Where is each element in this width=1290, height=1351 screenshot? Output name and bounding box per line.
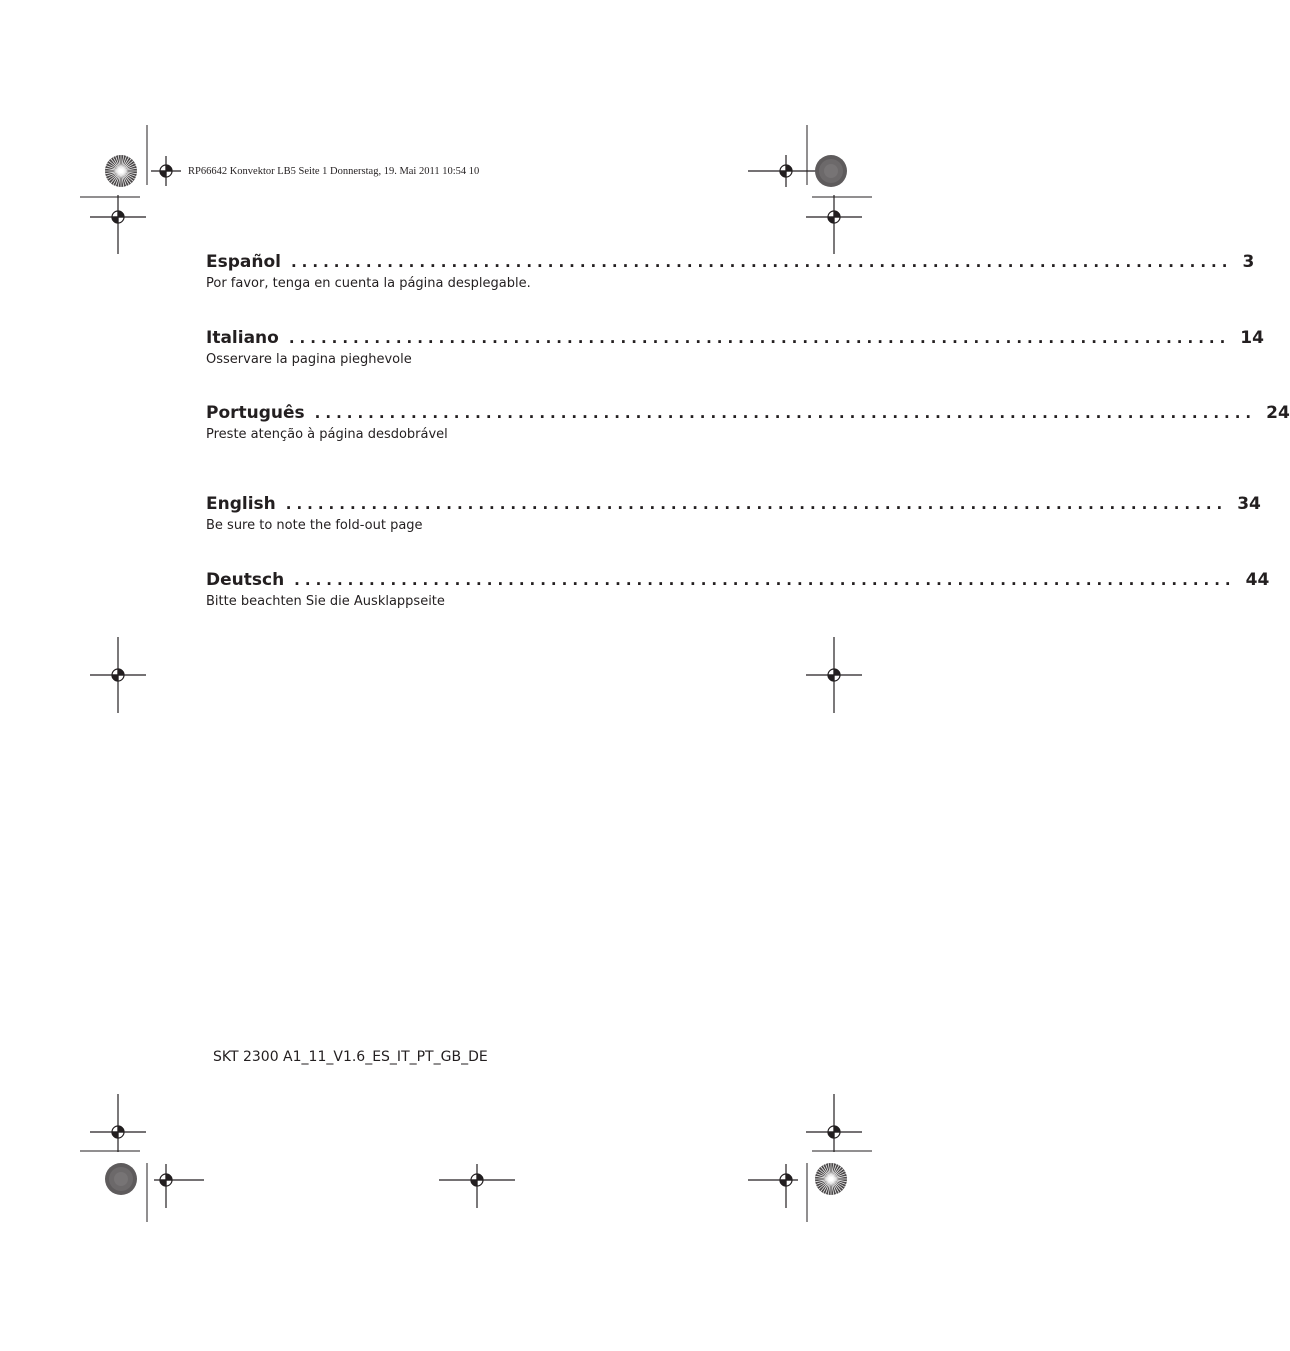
registration-mark-icon [806, 637, 862, 713]
toc-title: Italiano [206, 328, 279, 348]
toc-note: Preste atenção à página desdobrável [206, 427, 448, 442]
toc-title: Deutsch [206, 570, 285, 590]
toc-title: English [206, 494, 276, 514]
toc-note: Por favor, tenga en cuenta la página desplegable. [206, 276, 531, 291]
toc-entry [206, 250, 1255, 291]
registration-mark-icon [90, 1094, 146, 1152]
toc-page-number: 44 [1245, 570, 1270, 590]
document-code: SKT 2300 A1_11_V1.6_ES_IT_PT_GB_DE [213, 1049, 488, 1065]
halftone-target-icon [105, 1163, 137, 1195]
toc-line [206, 492, 1261, 516]
registration-mark-icon [439, 1164, 515, 1208]
toc-line [206, 326, 1264, 350]
toc-entry [206, 492, 1261, 533]
toc-entry [206, 568, 1270, 609]
toc-dot-leader: ........................................................................................ [290, 253, 1233, 271]
toc-dot-leader: ........................................................................................ [314, 404, 1257, 422]
print-slug: RP66642 Konvektor LB5 Seite 1 Donnerstag, 19. Mai 2011 10:54 10 [188, 166, 480, 177]
registration-mark-icon [90, 637, 146, 713]
toc-dot-leader: ........................................................................................ [285, 495, 1228, 513]
starburst-target-icon [105, 155, 137, 187]
toc-page-number: 34 [1237, 494, 1261, 514]
toc-note: Be sure to note the fold-out page [206, 518, 423, 533]
registration-mark-icon [154, 1164, 204, 1208]
toc-page-number: 3 [1242, 252, 1255, 272]
toc-title: Español [206, 252, 281, 272]
starburst-target-icon [815, 1163, 847, 1195]
toc-dot-leader: ........................................................................................ [294, 571, 1236, 589]
registration-mark-icon [806, 1094, 862, 1152]
toc-note: Osservare la pagina pieghevole [206, 352, 412, 367]
toc-line [206, 401, 1290, 425]
toc-note: Bitte beachten Sie die Ausklappseite [206, 594, 445, 609]
toc-line [206, 568, 1270, 592]
registration-mark-icon [806, 195, 862, 254]
registration-mark-icon [748, 155, 824, 187]
toc-dot-leader: ........................................................................................ [288, 329, 1231, 347]
toc-entry [206, 401, 1290, 442]
toc-page-number: 24 [1266, 403, 1290, 423]
registration-mark-icon [90, 195, 146, 254]
halftone-target-icon [815, 155, 847, 187]
toc-line [206, 250, 1255, 274]
registration-mark-icon [748, 1164, 798, 1208]
toc-page-number: 14 [1240, 328, 1264, 348]
toc-entry [206, 326, 1264, 367]
toc-title: Português [206, 403, 305, 423]
registration-mark-icon [151, 156, 181, 186]
